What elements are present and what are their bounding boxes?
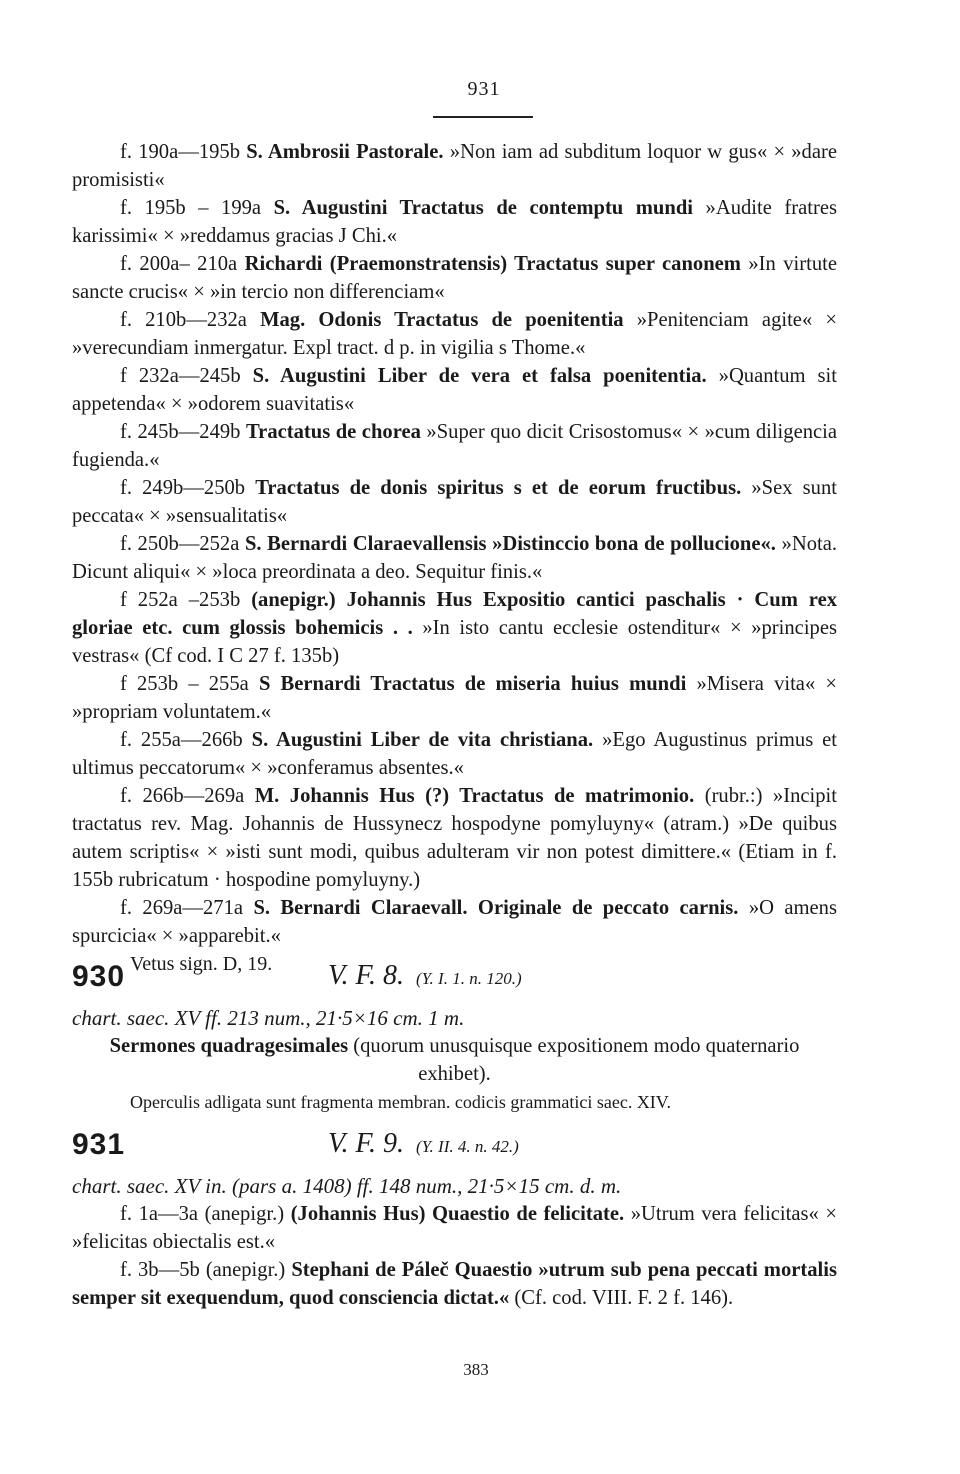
shelf-mark: V. F. 8. — [328, 960, 404, 991]
entry-lead: (anepigr.) — [204, 1203, 285, 1225]
entry-ref: f. 210b—232a — [120, 309, 247, 331]
entry-text: »Nota. Dicunt aliqui« × »loca preordinata a deo. Sequitur finis.« — [72, 533, 838, 583]
entries-list — [72, 138, 837, 978]
entry-ref: f. 190a—195b — [120, 141, 241, 163]
entry-text: »Audite fratres karissimi« × »reddamus gracias J Chi.« — [72, 197, 837, 247]
codex-content-rest: (quorum unusquisque expositionem modo quaternario exhibet). — [353, 1035, 800, 1085]
header-rule — [433, 116, 533, 118]
entry-text: (rubr.:) »Incipit tractatus rev. Mag. Johannis de Hussynecz hospodyne pomyluyny« (atram.) »De quibus autem scriptis« × »isti sunt modi, quibus adulteram vir non potest dimittere.« (Etiam in f. 155b rubricatum · hospodine pomyluyny.) — [72, 785, 837, 891]
entry-lead: (anepigr.) — [205, 1259, 286, 1281]
entry — [72, 362, 837, 418]
entry-head: Stephani de Páleč Quaestio »utrum sub pena peccati mortalis semper sit exequendum, quod consciencia dictat.« — [72, 1259, 838, 1309]
entry-head: Mag. Odonis Tractatus de poenitentia — [260, 309, 624, 331]
entry — [72, 138, 837, 194]
codex-content-title: Sermones quadragesimales — [109, 1035, 349, 1057]
entry — [72, 418, 837, 474]
entry — [72, 250, 837, 306]
codex-title — [72, 1128, 837, 1172]
codex-number: 930 — [72, 960, 126, 993]
entry-head: S. Augustini Tractatus de contemptu mundi — [273, 197, 694, 219]
entry-ref: f. 1a—3a — [120, 1203, 199, 1225]
entry-text: »O amens spurcicia« × »apparebit.« — [72, 897, 837, 947]
entry-ref: f. 266b—269a — [120, 785, 245, 807]
entry-head: (Johannis Hus) Quaestio de felicitate. — [290, 1203, 625, 1225]
entry-ref: f. 249b—250b — [120, 477, 246, 499]
entry-text: »Ego Augustinus primus et ultimus peccatorum« × »conferamus absentes.« — [72, 729, 837, 779]
entry-text: »Non iam ad subditum loquor w gus« × »dare promisisti« — [72, 141, 837, 191]
entry-text: »In isto cantu ecclesie ostenditur« × »principes vestras« (Cf cod. I C 27 f. 135b) — [72, 617, 837, 667]
entry-ref: f. 200a– 210a — [120, 253, 238, 275]
entry-head: S. Bernardi Claraevall. Originale de peccato carnis. — [253, 897, 739, 919]
entry — [72, 474, 837, 530]
entry-text: »Super quo dicit Crisostomus« × »cum diligencia fugienda.« — [72, 421, 838, 471]
entry-ref: f. 250b—252a — [120, 533, 240, 555]
entry — [72, 894, 837, 950]
entry-ref: f 232a—245b — [120, 365, 241, 387]
old-signature: (Y. II. 4. n. 42.) — [416, 1137, 519, 1156]
vetus-signature: Vetus sign. D, 19. — [130, 953, 273, 975]
entry-text: »In virtute sancte crucis« × »in tercio non differenciam« — [72, 253, 837, 303]
entry-ref: f. 3b—5b — [120, 1259, 200, 1281]
entry — [72, 782, 837, 894]
shelf-mark: V. F. 9. — [328, 1128, 404, 1159]
entry-ref: f 252a –253b — [120, 589, 241, 611]
entry-text: (Cf. cod. VIII. F. 2 f. 146). — [514, 1287, 734, 1309]
entry — [72, 670, 837, 726]
old-signature: (Y. I. 1. n. 120.) — [416, 969, 522, 988]
entry-text: »Utrum vera felicitas« × »felicitas obiectalis est.« — [72, 1203, 838, 1253]
entry — [72, 1256, 837, 1312]
running-header: 931 — [467, 78, 501, 100]
entry — [72, 586, 837, 670]
entry-text: »Penitenciam agite« × »verecundiam inmergatur. Expl tract. d p. in vigilia s Thome.« — [72, 309, 837, 359]
entry-head: S. Augustini Liber de vita christiana. — [251, 729, 594, 751]
entry-head: Tractatus de donis spiritus s et de eorum fructibus. — [255, 477, 742, 499]
entry-head: S. Bernardi Claraevallensis »Distinccio bona de pollucione«. — [244, 533, 776, 555]
entry-text: »Misera vita« × »propriam voluntatem.« — [72, 673, 838, 723]
entry-head: Tractatus de chorea — [245, 421, 421, 443]
codex-content — [72, 1032, 837, 1088]
codex-note: Operculis adligata sunt fragmenta membran. codicis grammatici saec. XIV. — [130, 1092, 671, 1112]
entry — [72, 1200, 837, 1256]
entry-head: M. Johannis Hus (?) Tractatus de matrimonio. — [254, 785, 695, 807]
codex-930 — [72, 960, 837, 1116]
codex-description: chart. saec. XV ff. 213 num., 21·5×16 cm. 1 m. — [72, 1006, 465, 1030]
entry-head: S Bernardi Tractatus de miseria huius mundi — [258, 673, 687, 695]
codex-title — [72, 960, 837, 1004]
entry-ref: f. 195b – 199a — [120, 197, 262, 219]
entry-ref: f. 255a—266b — [120, 729, 243, 751]
entry-ref: f 253b – 255a — [120, 673, 249, 695]
codex-signature — [328, 960, 522, 992]
codex-number: 931 — [72, 1128, 126, 1161]
codex-description: chart. saec. XV in. (pars a. 1408) ff. 148 num., 21·5×15 cm. d. m. — [72, 1174, 622, 1198]
entry — [72, 530, 837, 586]
entry — [72, 726, 837, 782]
entry-ref: f. 245b—249b — [120, 421, 241, 443]
entry-ref: f. 269a—271a — [120, 897, 244, 919]
entry — [72, 306, 837, 362]
page-number: 383 — [463, 1360, 489, 1379]
codex-signature — [328, 1128, 519, 1160]
entry-head: S. Ambrosii Pastorale. — [246, 141, 444, 163]
entry-text: »Quantum sit appetenda« × »odorem suavitatis« — [72, 365, 837, 415]
entry-text: »Sex sunt peccata« × »sensualitatis« — [72, 477, 837, 527]
entry — [72, 194, 837, 250]
entry-head: S. Augustini Liber de vera et falsa poenitentia. — [252, 365, 707, 387]
entry-head: (anepigr.) Johannis Hus Expositio cantici paschalis · Cum rex gloriae etc. cum glossis bohemicis . . — [72, 589, 838, 639]
entry-head: Richardi (Praemonstratensis) Tractatus super canonem — [244, 253, 741, 275]
codex-931 — [72, 1128, 837, 1312]
